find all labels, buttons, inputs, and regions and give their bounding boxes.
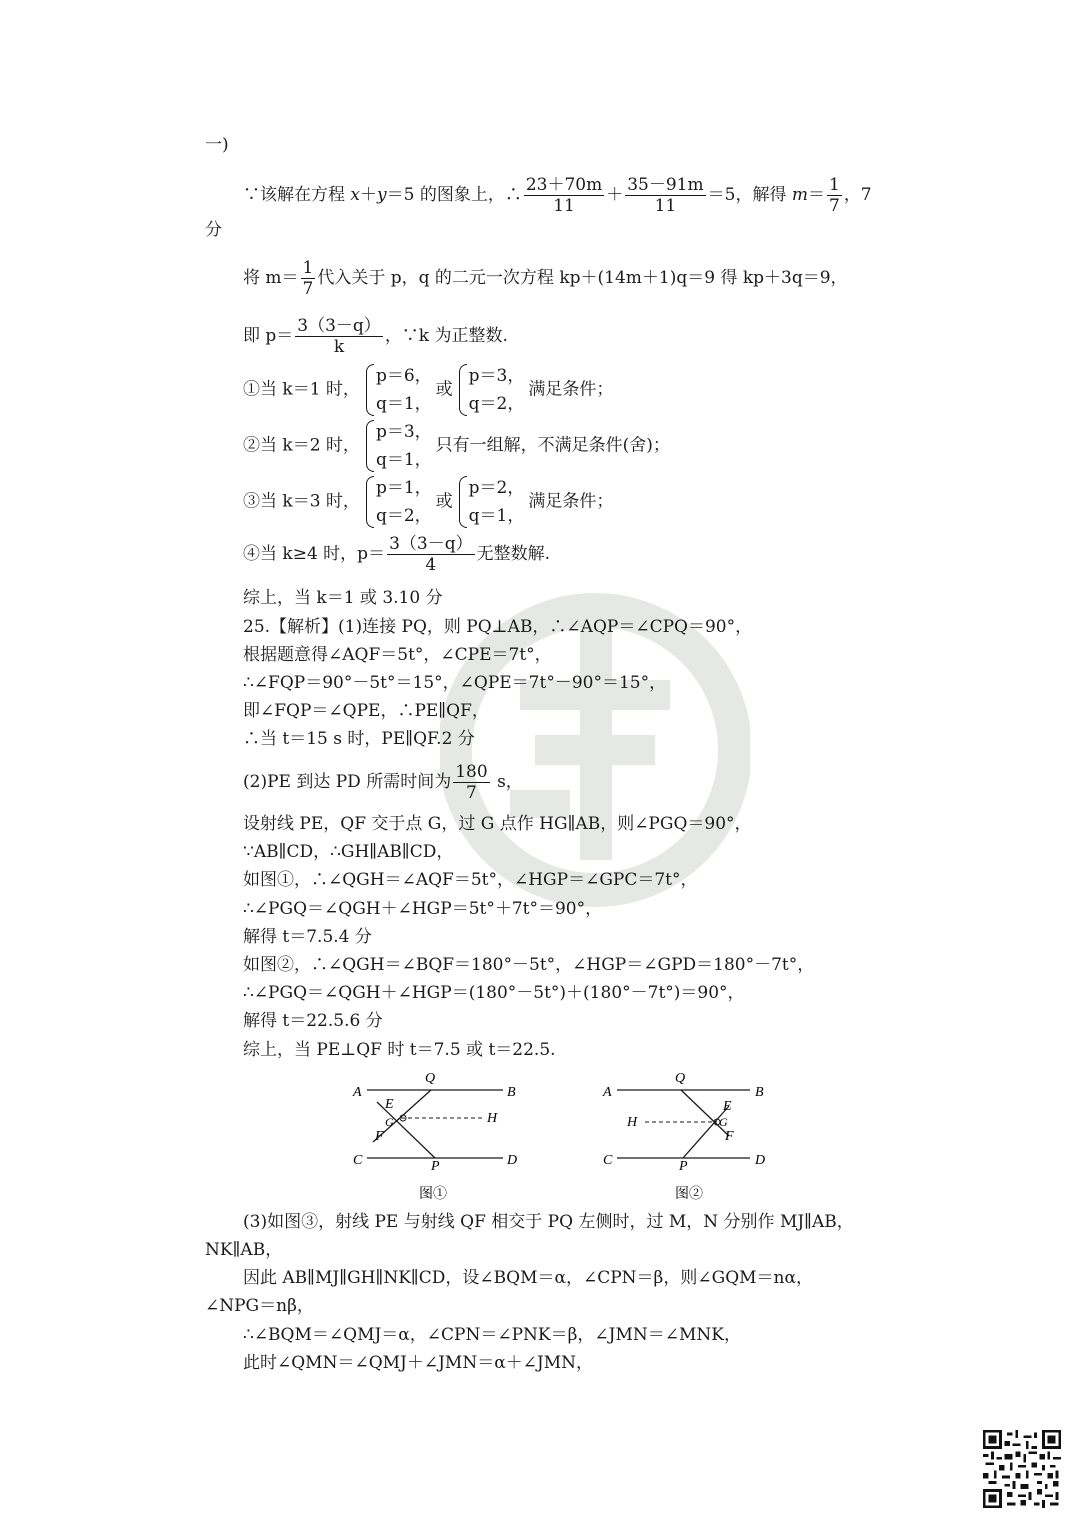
solution-line: ∴∠BQM＝∠QMJ＝α，∠CPN＝∠PNK＝β，∠JMN＝∠MNK，	[243, 1325, 741, 1345]
solution-line: ∴∠FQP＝90°－5t°＝15°，∠QPE＝7t°－90°＝15°，	[243, 673, 667, 693]
figure-2	[595, 1066, 785, 1206]
solution-line: (2)PE 到达 PD 所需时间为 $\frac{180}{7}$ s，	[243, 762, 523, 803]
fraction: $\frac{3(3-q)}{k}$	[297, 316, 381, 357]
label-P: P	[431, 1159, 440, 1174]
figure-2-caption: 图②	[675, 1187, 703, 1202]
fraction: $\frac{3(3-q)}{4}$	[389, 534, 473, 575]
solution-line: (3)如图③，射线 PE 与射线 QF 相交于 PQ 左侧时，过 M，N 分别作 MJ∥AB，	[243, 1212, 854, 1232]
equation-line: 即 p＝ $\frac{3(3-q)}{k}$ ，∵k 为正整数.	[243, 316, 508, 357]
label-B: B	[755, 1085, 764, 1100]
fraction: $\frac{1}{7}$	[828, 175, 840, 216]
system-brace: p＝3， q＝1，	[364, 418, 432, 474]
system-brace: p＝2， q＝1，	[457, 474, 525, 530]
case-1: ①当 k＝1 时， p＝6， q＝1， 或 p＝3， q＝2， 满足条件；	[243, 362, 613, 418]
line-fragment: 一)	[205, 135, 229, 155]
label-C: C	[353, 1153, 363, 1168]
solution-line: 解得 t＝22.5.6 分	[243, 1011, 383, 1031]
solution-line: NK∥AB，	[205, 1240, 283, 1260]
solution-line: ∠NPG＝nβ，	[205, 1296, 314, 1316]
label-A: A	[353, 1085, 362, 1100]
case-3: ③当 k＝3 时， p＝1， q＝2， 或 p＝2， q＝1， 满足条件；	[243, 474, 613, 530]
solution-line: 解得 t＝7.5.4 分	[243, 927, 372, 947]
fraction: $\frac{1}{7}$	[302, 258, 314, 299]
solution-line: ∴∠PGQ＝∠QGH＋∠HGP＝(180°－5t°)＋(180°－7t°)＝90°，	[243, 983, 745, 1003]
label-F: F	[725, 1129, 734, 1144]
solution-line: 设射线 PE，QF 交于点 G，过 G 点作 HG∥AB，则∠PGQ＝90°，	[243, 814, 752, 834]
case-2: ②当 k＝2 时， p＝3， q＝1， 只有一组解，不满足条件(舍)；	[243, 418, 670, 474]
label-P: P	[679, 1159, 688, 1174]
solution-line: 因此 AB∥MJ∥GH∥NK∥CD，设∠BQM＝α，∠CPN＝β，则∠GQM＝nα，	[243, 1268, 813, 1288]
label-A: A	[603, 1085, 612, 1100]
solution-line: 如图②，∴∠QGH＝∠BQF＝180°－5t°，∠HGP＝∠GPD＝180°－7t°，	[243, 955, 815, 975]
system-brace: p＝6， q＝1，	[364, 362, 432, 418]
solution-line: 即∠FQP＝∠QPE，∴PE∥QF，	[243, 701, 489, 721]
solution-line: 此时∠QMN＝∠QMJ＋∠JMN＝α＋∠JMN，	[243, 1353, 594, 1373]
label-B: B	[507, 1085, 516, 1100]
label-D: D	[507, 1153, 518, 1168]
label-D: D	[755, 1153, 766, 1168]
label-F: F	[375, 1129, 384, 1144]
figure-1	[345, 1066, 535, 1206]
solution-line: ∴∠PGQ＝∠QGH＋∠HGP＝5t°＋7t°＝90°，	[243, 899, 603, 919]
solution-line: 如图①，∴∠QGH＝∠AQF＝5t°，∠HGP＝∠GPC＝7t°，	[243, 870, 698, 890]
label-E: E	[385, 1097, 394, 1112]
label-G: G	[719, 1115, 728, 1129]
solution-line: ∵AB∥CD，∴GH∥AB∥CD，	[243, 842, 454, 862]
case-4: ④当 k≥4 时，p＝ $\frac{3(3-q)}{4}$ 无整数解.	[243, 534, 550, 575]
figure-1-caption: 图①	[419, 1187, 447, 1202]
fraction: $\frac{35-91m}{11}$	[627, 175, 704, 216]
equation-line: 将 m＝ $\frac{1}{7}$ 代入关于 p，q 的二元一次方程 kp＋(14m＋1)q＝9 得 kp＋3q＝9，	[243, 258, 848, 299]
fraction: $\frac{23+70m}{11}$	[525, 175, 603, 216]
system-brace: p＝3， q＝2，	[457, 362, 525, 418]
solution-line: 综上，当 PE⊥QF 时 t＝7.5 或 t＝22.5.	[243, 1040, 556, 1060]
fraction: $\frac{180}{7}$	[455, 762, 488, 803]
summary-line: 综上，当 k＝1 或 3.10 分	[243, 588, 443, 608]
solution-line: 根据题意得∠AQF＝5t°，∠CPE＝7t°，	[243, 645, 552, 665]
solution-line: ∴当 t＝15 s 时，PE∥QF.2 分	[243, 729, 475, 749]
label-Q: Q	[425, 1071, 436, 1086]
label-H: H	[627, 1115, 638, 1130]
equation-line: ∵该解在方程 x＋y＝5 的图象上，∴ $\frac{23+70m}{11}$ ＋ $\frac{35-91m}{11}$ ＝5，解得 m＝ $\frac{1}{7}$ ，7	[243, 175, 872, 216]
label-H: H	[487, 1111, 498, 1126]
label-G: G	[385, 1115, 394, 1129]
qr-code[interactable]	[983, 1430, 1061, 1508]
system-brace: p＝1， q＝2，	[364, 474, 432, 530]
line-fragment: 分	[205, 220, 222, 240]
label-E: E	[723, 1099, 732, 1114]
label-Q: Q	[675, 1071, 686, 1086]
label-C: C	[603, 1153, 613, 1168]
problem-25-heading: 25.【解析】(1)连接 PQ，则 PQ⊥AB，∴∠AQP＝∠CPQ＝90°，	[243, 617, 753, 637]
